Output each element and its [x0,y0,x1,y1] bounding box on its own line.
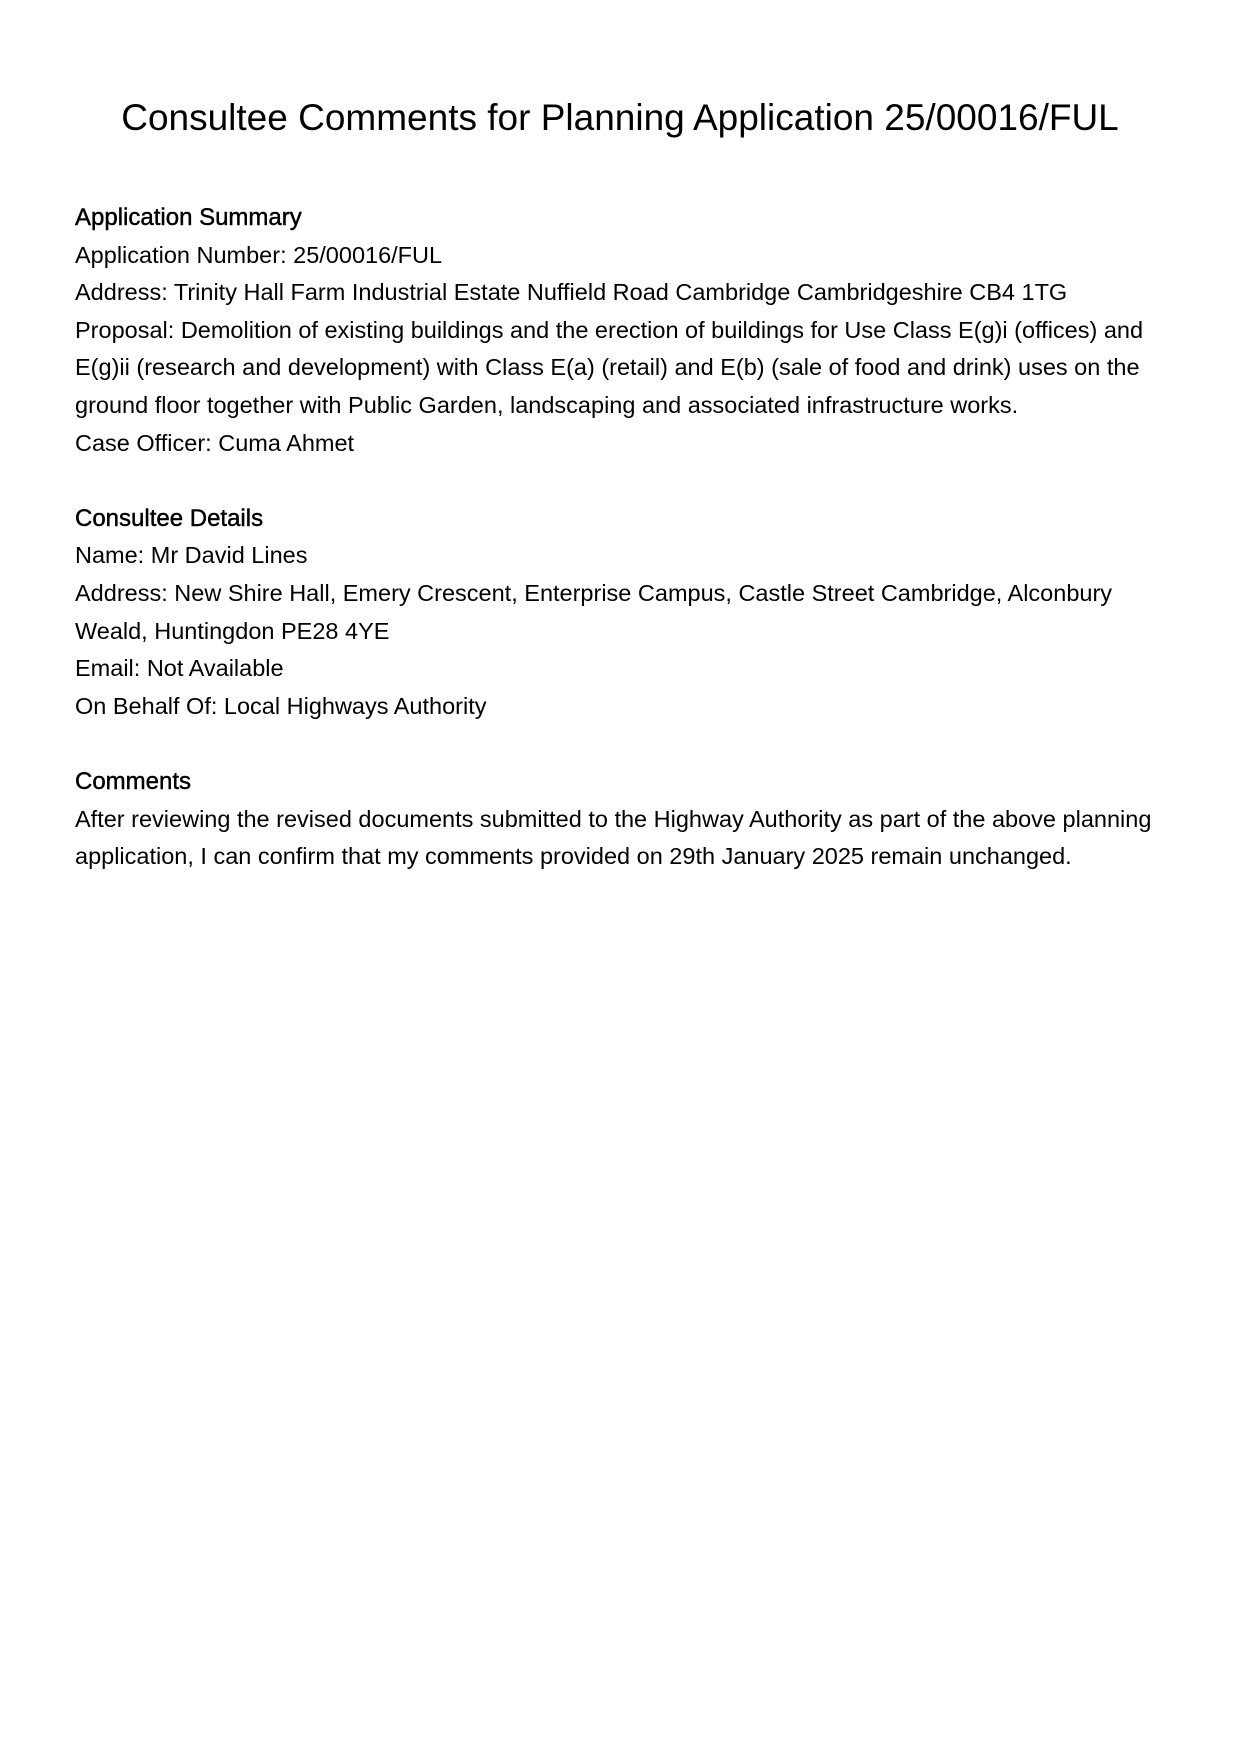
comments-heading: Comments [75,767,192,795]
consultee-email-line [75,650,1175,688]
case-officer-line [75,425,1175,463]
consultee-name-label: Name: [75,542,145,569]
consultee-name-line [75,537,1175,575]
application-number-value: 25/00016/FUL [293,241,443,268]
comments-section [75,763,1175,876]
consultee-details-heading: Consultee Details [75,504,264,532]
application-summary-heading: Application Summary [75,204,302,231]
application-address-value: Trinity Hall Farm Industrial Estate Nuffield Road Cambridge Cambridgeshire CB4 1TG [173,279,1068,306]
consultee-address-line [75,575,1175,650]
case-officer-label: Case Officer: [75,429,212,456]
application-number-line [75,237,1175,275]
proposal-value: Demolition of existing buildings and the erection of buildings for Use Class E(g)i (offices) and E(g)ii (research and development) with Class E(a) (retail) and E(b) (sale of food and drink) uses on the ground floor together with Public Garden, landscaping and associated infrastructure works. [75,316,1144,418]
document-body [75,199,1175,913]
application-address-line [75,274,1175,312]
consultee-address-label: Address: [75,579,168,606]
application-address-label: Address: [75,279,168,306]
proposal-line [75,312,1175,425]
consultee-address-value: New Shire Hall, Emery Crescent, Enterprise Campus, Castle Street Cambridge, Alconbury Weald, Huntingdon PE28 4YE [75,579,1113,644]
on-behalf-of-value: Local Highways Authority [223,692,487,719]
on-behalf-of-line [75,688,1175,726]
comments-text: After reviewing the revised documents submitted to the Highway Authority as part of the above planning application, I can confirm that my comments provided on 29th January 2025 remain unchanged. [75,805,1152,870]
application-number-label: Application Number: [75,241,287,268]
consultee-email-value: Not Available [146,655,284,682]
page-title: Consultee Comments for Planning Application 25/00016/FUL [121,97,1119,138]
case-officer-value: Cuma Ahmet [218,429,355,456]
consultee-details-section [75,500,1175,726]
application-summary-section [75,199,1175,462]
proposal-label: Proposal: [75,316,175,343]
consultee-name-value: Mr David Lines [150,542,308,569]
consultee-email-label: Email: [75,655,141,682]
on-behalf-of-label: On Behalf Of: [75,692,218,719]
